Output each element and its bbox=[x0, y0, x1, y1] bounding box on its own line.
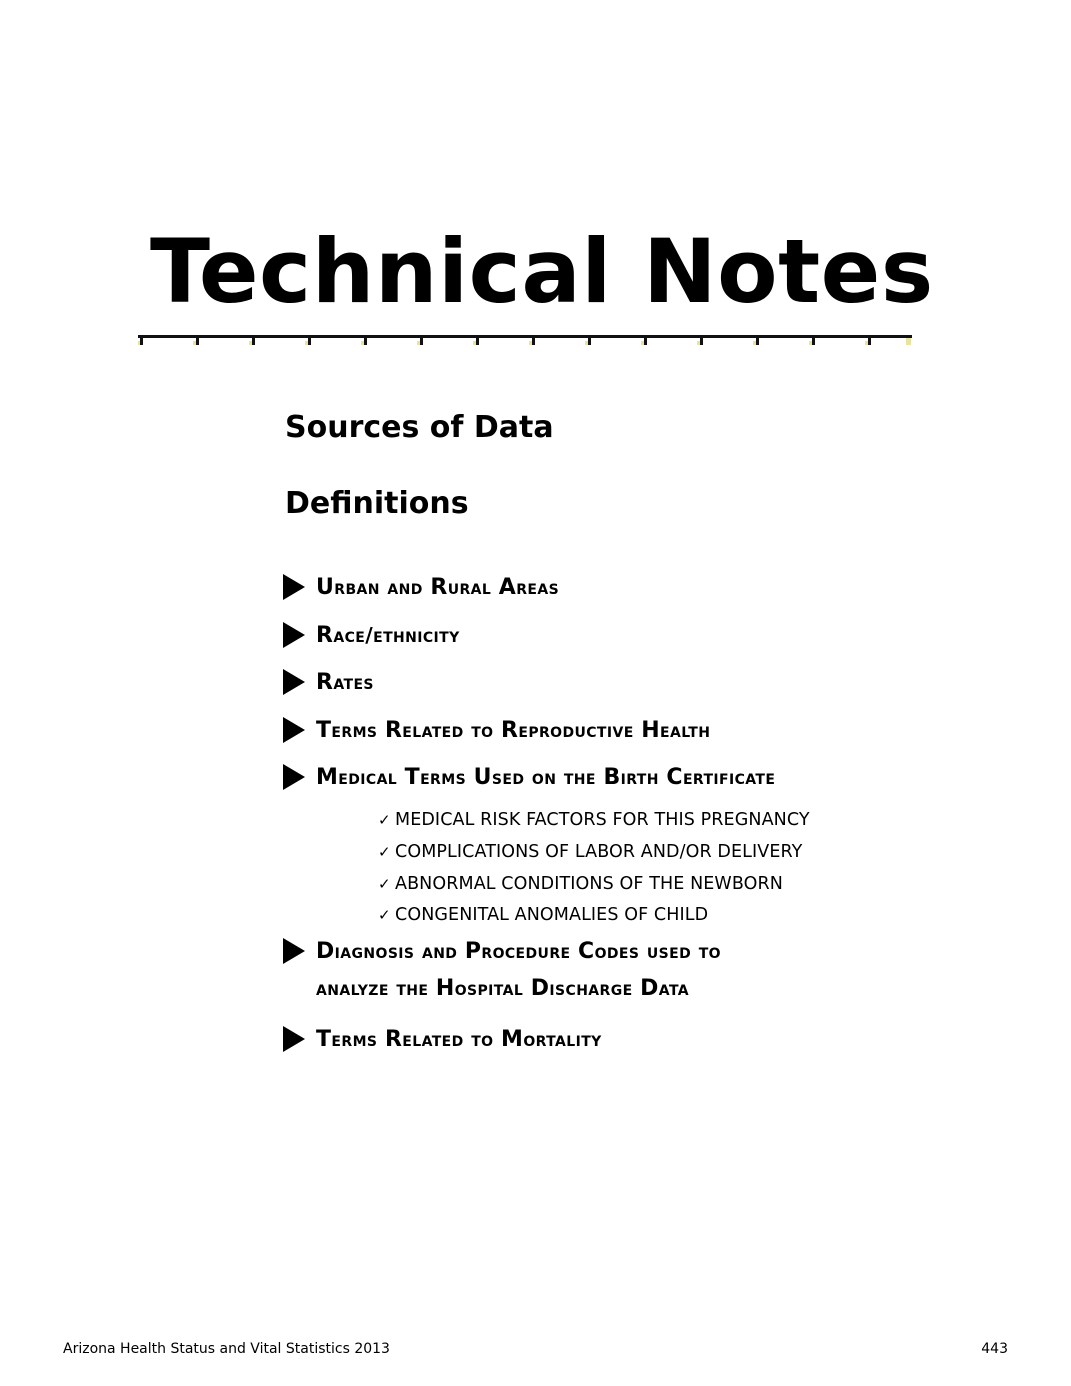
sub-item-label: ABNORMAL CONDITIONS OF THE NEWBORN bbox=[395, 874, 783, 894]
triangle-bullet-icon bbox=[283, 1026, 305, 1052]
triangle-bullet-icon bbox=[283, 938, 305, 964]
item-label-line-1: Diagnosis and Procedure Codes used to bbox=[316, 939, 721, 964]
sub-item-abnormal-conditions bbox=[378, 872, 783, 896]
item-label: Race/ethnicity bbox=[316, 623, 460, 648]
check-icon: ✓ bbox=[378, 906, 391, 924]
check-icon: ✓ bbox=[378, 811, 391, 829]
triangle-bullet-icon bbox=[283, 669, 305, 695]
item-label: Rates bbox=[316, 670, 374, 695]
triangle-bullet-icon bbox=[283, 764, 305, 790]
item-label: Medical Terms Used on the Birth Certificate bbox=[316, 765, 776, 790]
check-icon: ✓ bbox=[378, 875, 391, 893]
section-sources-of-data: Sources of Data bbox=[285, 410, 554, 445]
sub-item-complications bbox=[378, 840, 802, 864]
triangle-bullet-icon bbox=[283, 574, 305, 600]
sub-item-congenital-anomalies bbox=[378, 903, 708, 927]
sub-item-label: MEDICAL RISK FACTORS FOR THIS PREGNANCY bbox=[395, 810, 810, 830]
footer-page-number: 443 bbox=[981, 1341, 1008, 1357]
sub-item-label: CONGENITAL ANOMALIES OF CHILD bbox=[395, 905, 709, 925]
item-label: Urban and Rural Areas bbox=[316, 575, 560, 600]
check-icon: ✓ bbox=[378, 843, 391, 861]
triangle-bullet-icon bbox=[283, 717, 305, 743]
item-label-line-2: analyze the Hospital Discharge Data bbox=[316, 976, 690, 1001]
sub-item-label: COMPLICATIONS OF LABOR AND/OR DELIVERY bbox=[395, 842, 803, 862]
item-label: Terms Related to Mortality bbox=[316, 1027, 602, 1052]
decorative-divider bbox=[138, 333, 912, 347]
section-definitions: Definitions bbox=[285, 486, 469, 521]
item-label: Terms Related to Reproductive Health bbox=[316, 718, 711, 743]
page-title: Technical Notes bbox=[150, 220, 934, 323]
footer-publication: Arizona Health Status and Vital Statistics 2013 bbox=[63, 1341, 390, 1357]
triangle-bullet-icon bbox=[283, 622, 305, 648]
sub-item-risk-factors bbox=[378, 808, 810, 832]
